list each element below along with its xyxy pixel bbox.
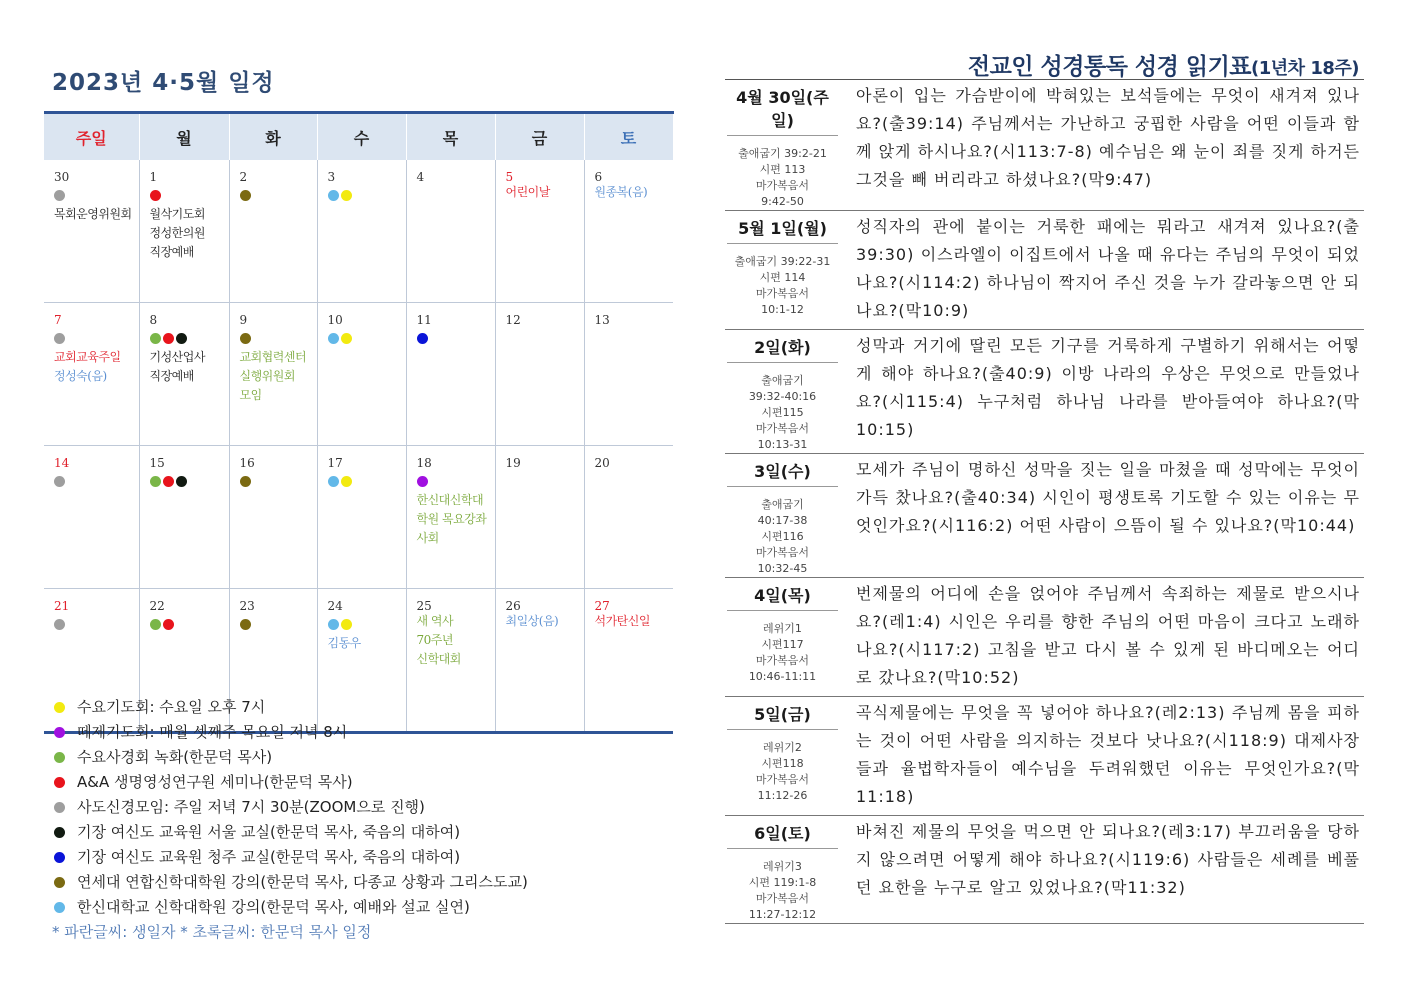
day-number: 5 (505, 170, 514, 184)
event-dot-icon (328, 190, 339, 201)
event-dots (240, 188, 317, 204)
day-event: 직장예배 (149, 245, 194, 259)
event-dots (240, 474, 317, 490)
day-event: 사회 (416, 531, 439, 545)
weekday-sunday: 주일 (44, 113, 139, 161)
calendar-day-cell (44, 160, 139, 303)
reading-reference: 9:42-50 (761, 195, 804, 208)
weekday-thursday: 목 (406, 113, 495, 161)
legend-label: 수요사경회 녹화(한문덕 목사) (77, 748, 273, 766)
day-number: 21 (54, 599, 70, 613)
day-event: 석가탄신일 (594, 614, 650, 628)
calendar-week-row (44, 446, 673, 589)
event-dot-icon (240, 190, 251, 201)
legend-label: A&A 생명영성연구원 세미나(한문덕 목사) (77, 773, 353, 791)
event-dot-icon (54, 333, 65, 344)
legend-item (52, 845, 672, 870)
legend-dot-icon (54, 852, 65, 863)
event-dots (417, 331, 495, 347)
calendar-week-row (44, 160, 673, 303)
calendar-day-cell (495, 446, 584, 589)
reading-reference: 레위기3 (763, 860, 802, 873)
calendar-day-cell (139, 446, 229, 589)
reading-reference: 마가복음서 (755, 773, 810, 786)
calendar-day-cell (406, 446, 495, 589)
calendar-day-cell (317, 446, 406, 589)
calendar-day-cell (44, 303, 139, 446)
event-dot-icon (150, 333, 161, 344)
day-number: 23 (239, 599, 255, 613)
reading-reference: 시편 113 (759, 163, 806, 176)
event-dot-icon (341, 190, 352, 201)
day-number: 12 (505, 313, 521, 327)
event-dot-icon (163, 619, 174, 630)
event-dots (54, 617, 139, 633)
day-event: 월삭기도회 (149, 207, 205, 221)
reading-reference: 10:32-45 (757, 562, 808, 575)
weekday-header-row (44, 113, 673, 161)
reading-plan-row (725, 816, 1364, 924)
event-dot-icon (341, 333, 352, 344)
day-number: 25 (416, 599, 432, 613)
reading-question: 모세가 주님이 명하신 성막을 짓는 일을 마쳤을 때 성막에는 무엇이 가득 찼나요?(출40:34) 시인이 평생토록 기도할 수 있는 이유는 무엇인가요?(시116:2) 어떤 사람이 으뜸이 될 수 있나요?(막10:44) (856, 460, 1360, 535)
day-number: 3 (327, 170, 336, 184)
event-dots (417, 474, 495, 490)
calendar-day-cell (139, 303, 229, 446)
reading-plan-title-text: 전교인 성경통독 성경 읽기표 (967, 54, 1252, 80)
legend-label: 떼제기도회: 매월 셋째주 목요일 저녁 8시 (77, 723, 348, 741)
reading-date-cell (725, 80, 840, 210)
event-dots (54, 474, 139, 490)
event-dots (150, 188, 229, 204)
reading-plan-row (725, 578, 1364, 697)
reading-reference: 10:46-11:11 (748, 670, 817, 683)
reading-reference: 출애굽기 39:2-21 (738, 147, 827, 160)
reading-reference: 시편117 (761, 638, 804, 651)
event-dots (328, 331, 406, 347)
legend-label: 한신대학교 신학대학원 강의(한문덕 목사, 예배와 설교 실연) (77, 898, 470, 916)
reading-plan-row (725, 454, 1364, 578)
legend-dot-icon (54, 802, 65, 813)
reading-reference: 출애굽기 39:22-31 (734, 255, 831, 268)
calendar-day-cell (317, 303, 406, 446)
reading-reference: 11:27-12:12 (748, 908, 817, 921)
legend-item (52, 895, 672, 920)
reading-date-cell (725, 211, 840, 329)
reading-references (725, 146, 840, 210)
weekday-saturday: 토 (584, 113, 673, 161)
day-event: 원종복(음) (594, 185, 648, 199)
reading-references (725, 254, 840, 318)
event-dots (328, 188, 406, 204)
day-event: 교회협력센터 (239, 350, 307, 364)
day-event: 신학대회 (416, 652, 461, 666)
day-number: 27 (594, 599, 610, 613)
day-event: 기성산업사 (149, 350, 205, 364)
day-number: 30 (54, 170, 70, 184)
day-number: 17 (327, 456, 343, 470)
reading-date: 4월 30일(주일) (727, 85, 838, 136)
legend-dot-icon (54, 777, 65, 788)
calendar-day-cell (584, 446, 673, 589)
reading-plan-title (968, 48, 1359, 81)
reading-reference: 시편 119:1-8 (748, 876, 817, 889)
day-number: 13 (594, 313, 610, 327)
reading-date: 5일(금) (727, 702, 838, 730)
legend-dot-icon (54, 877, 65, 888)
event-dot-icon (163, 333, 174, 344)
reading-date: 5월 1일(월) (727, 216, 838, 244)
reading-date-cell (725, 697, 840, 815)
reading-date-cell (725, 330, 840, 453)
day-number: 18 (416, 456, 432, 470)
day-number: 7 (54, 313, 62, 327)
reading-reference: 출애굽기 (761, 374, 804, 387)
reading-plan-subtitle: (1년차 18주) (1251, 58, 1359, 79)
reading-plan-table (725, 79, 1364, 924)
reading-reference: 마가복음서 (755, 892, 810, 905)
reading-date-cell (725, 454, 840, 577)
reading-question: 바쳐진 제물의 무엇을 먹으면 안 되나요?(레3:17) 부끄러움을 당하지 않으려면 어떻게 해야 하나요?(시119:6) 사람들은 세례를 베풀던 요한을 누구로 알고 있었나요?(막11:32) (856, 822, 1360, 897)
reading-reference: 마가복음서 (755, 546, 810, 559)
calendar-day-cell (229, 446, 317, 589)
reading-references (725, 859, 840, 923)
legend-dot-icon (54, 752, 65, 763)
event-dots (54, 331, 139, 347)
event-dot-icon (54, 476, 65, 487)
event-dot-icon (417, 333, 428, 344)
reading-reference: 10:1-12 (761, 303, 804, 316)
reading-plan-row (725, 330, 1364, 454)
reading-reference: 10:13-31 (757, 438, 808, 451)
calendar-day-cell (406, 303, 495, 446)
day-number: 22 (149, 599, 165, 613)
weekday-friday: 금 (495, 113, 584, 161)
day-number: 19 (505, 456, 521, 470)
legend-item (52, 795, 672, 820)
legend-item (52, 745, 672, 770)
weekday-tuesday: 화 (229, 113, 317, 161)
reading-reference: 출애굽기 (761, 498, 804, 511)
day-event: 실행위원회 (239, 369, 295, 383)
legend-dot-icon (54, 727, 65, 738)
reading-references (725, 497, 840, 577)
reading-question: 곡식제물에는 무엇을 꼭 넣어야 하나요?(레2:13) 주님께 몸을 피하는 것이 어떤 사람을 의지하는 것보다 낫나요?(시118:9) 대제사장들과 율법학자들이 예수님을 두려워했던 이유는 무엇인가요?(막11:18) (856, 703, 1360, 806)
event-dots (150, 617, 229, 633)
legend-label: 연세대 연합신학대학원 강의(한문덕 목사, 다종교 상황과 그리스도교) (77, 873, 528, 891)
day-event: 목회운영위원회 (54, 207, 132, 221)
day-event: 직장예배 (149, 369, 194, 383)
day-event: 한신대신학대 (416, 493, 484, 507)
calendar-day-cell (584, 303, 673, 446)
weekday-wednesday: 수 (317, 113, 406, 161)
day-number: 15 (149, 456, 165, 470)
legend-item (52, 695, 672, 720)
day-event: 교회교육주일 (54, 350, 121, 364)
day-number: 4 (416, 170, 425, 184)
reading-reference: 마가복음서 (755, 179, 810, 192)
event-dot-icon (176, 333, 187, 344)
calendar-day-cell (406, 160, 495, 303)
reading-reference: 레위기2 (763, 741, 802, 754)
legend-item (52, 720, 672, 745)
event-dot-icon (240, 619, 251, 630)
calendar-legend (52, 695, 672, 944)
legend-dot-icon (54, 702, 65, 713)
legend-item (52, 820, 672, 845)
event-dot-icon (176, 476, 187, 487)
event-dots (150, 474, 229, 490)
day-event: 김동우 (327, 636, 361, 650)
event-dot-icon (328, 619, 339, 630)
reading-reference: 시편115 (761, 406, 804, 419)
day-number: 10 (327, 313, 343, 327)
reading-plan-row (725, 80, 1364, 211)
day-number: 1 (149, 170, 158, 184)
day-number: 24 (327, 599, 343, 613)
calendar-day-cell (44, 446, 139, 589)
reading-question: 성막과 거기에 딸린 모든 기구를 거룩하게 구별하기 위해서는 어떻게 해야 하나요?(출40:9) 이방 나라의 우상은 무엇으로 만들었나요?(시115:4) 누구처럼 하나님 나라를 받아들여야 하나요?(막10:15) (856, 336, 1360, 439)
reading-reference: 시편116 (761, 530, 804, 543)
reading-references (725, 621, 840, 685)
legend-label: 기장 여신도 교육원 서울 교실(한문덕 목사, 죽음의 대하여) (77, 823, 461, 841)
reading-date-cell (725, 816, 840, 923)
legend-label: 수요기도회: 수요일 오후 7시 (77, 698, 266, 716)
day-number: 26 (505, 599, 521, 613)
legend-label: 사도신경모임: 주일 저녁 7시 30분(ZOOM으로 진행) (77, 798, 425, 816)
calendar-day-cell (495, 160, 584, 303)
legend-label: 기장 여신도 교육원 청주 교실(한문덕 목사, 죽음의 대하여) (77, 848, 461, 866)
legend-dot-icon (54, 902, 65, 913)
day-number: 14 (54, 456, 70, 470)
day-event: 모임 (239, 388, 262, 402)
day-event: 학원 목요강좌 (416, 512, 487, 526)
day-event: 어린이날 (505, 185, 550, 199)
reading-references (725, 740, 840, 804)
reading-date-cell (725, 578, 840, 696)
event-dot-icon (341, 619, 352, 630)
event-dot-icon (328, 333, 339, 344)
reading-reference: 39:32-40:16 (748, 390, 817, 403)
event-dot-icon (417, 476, 428, 487)
event-dots (240, 331, 317, 347)
event-dot-icon (240, 333, 251, 344)
calendar-title: 2023년 4·5월 일정 (52, 70, 275, 96)
day-number: 20 (594, 456, 610, 470)
day-number: 11 (416, 313, 432, 327)
day-number: 16 (239, 456, 255, 470)
reading-question: 성직자의 관에 붙이는 거룩한 패에는 뭐라고 새겨져 있나요?(출39:30) 이스라엘이 이집트에서 나올 때 유다는 주님의 무엇이 되었나요?(시114:2) 하나님이 짝지어 주신 것을 누가 갈라놓으면 안 되나요?(막10:9) (856, 217, 1360, 320)
event-dots (240, 617, 317, 633)
calendar-day-cell (317, 160, 406, 303)
day-event: 정성숙(음) (54, 369, 107, 383)
reading-reference: 마가복음서 (755, 422, 810, 435)
event-dot-icon (240, 476, 251, 487)
calendar-day-cell (584, 160, 673, 303)
legend-item (52, 770, 672, 795)
legend-item (52, 870, 672, 895)
event-dot-icon (150, 619, 161, 630)
event-dot-icon (163, 476, 174, 487)
calendar-day-cell (229, 303, 317, 446)
day-number: 8 (149, 313, 158, 327)
event-dots (54, 188, 139, 204)
event-dot-icon (150, 476, 161, 487)
reading-date: 6일(토) (727, 821, 838, 849)
day-event: 70주년 (416, 633, 453, 647)
reading-plan-row (725, 211, 1364, 330)
day-event: 정성한의원 (149, 226, 205, 240)
legend-note: * 파란글씨: 생일자 * 초록글씨: 한문덕 목사 일정 (52, 923, 372, 941)
reading-question: 아론이 입는 가슴받이에 박혀있는 보석들에는 무엇이 새겨져 있나요?(출39:14) 주님께서는 가난하고 궁핍한 사람을 어떤 이들과 함께 앉게 하시나요?(시113:7-8) 예수님은 왜 눈이 죄를 짓게 하거든 그것을 빼 버리라고 하셨나요?(막9:47) (856, 86, 1360, 189)
reading-plan-row (725, 697, 1364, 816)
calendar-day-cell (229, 160, 317, 303)
event-dots (328, 474, 406, 490)
reading-date: 3일(수) (727, 459, 838, 487)
event-dot-icon (150, 190, 161, 201)
event-dot-icon (54, 190, 65, 201)
reading-reference: 11:12-26 (757, 789, 808, 802)
day-number: 9 (239, 313, 248, 327)
reading-reference: 레위기1 (763, 622, 802, 635)
event-dots (328, 617, 406, 633)
legend-dot-icon (54, 827, 65, 838)
event-dot-icon (328, 476, 339, 487)
reading-reference: 시편118 (761, 757, 804, 770)
calendar-day-cell (139, 160, 229, 303)
day-number: 6 (594, 170, 603, 184)
calendar-table (44, 111, 674, 734)
day-number: 2 (239, 170, 248, 184)
calendar-day-cell (495, 303, 584, 446)
reading-reference: 마가복음서 (755, 287, 810, 300)
event-dot-icon (54, 619, 65, 630)
day-event: 새 역사 (416, 614, 454, 628)
calendar-week-row (44, 303, 673, 446)
event-dot-icon (341, 476, 352, 487)
day-event: 최일상(음) (505, 614, 559, 628)
reading-references (725, 373, 840, 453)
reading-reference: 마가복음서 (755, 654, 810, 667)
event-dots (150, 331, 229, 347)
reading-date: 4일(목) (727, 583, 838, 611)
reading-question: 번제물의 어디에 손을 얹어야 주님께서 속죄하는 제물로 받으시나요?(레1:4) 시인은 우리를 향한 주님의 어떤 마음이 크다고 노래하나요?(시117:2) 고침을 받고 다시 볼 수 있게 된 바디메오는 어디로 갔나요?(막10:52) (856, 584, 1360, 687)
reading-reference: 시편 114 (759, 271, 806, 284)
reading-reference: 40:17-38 (757, 514, 808, 527)
weekday-monday: 월 (139, 113, 229, 161)
reading-date: 2일(화) (727, 335, 838, 363)
